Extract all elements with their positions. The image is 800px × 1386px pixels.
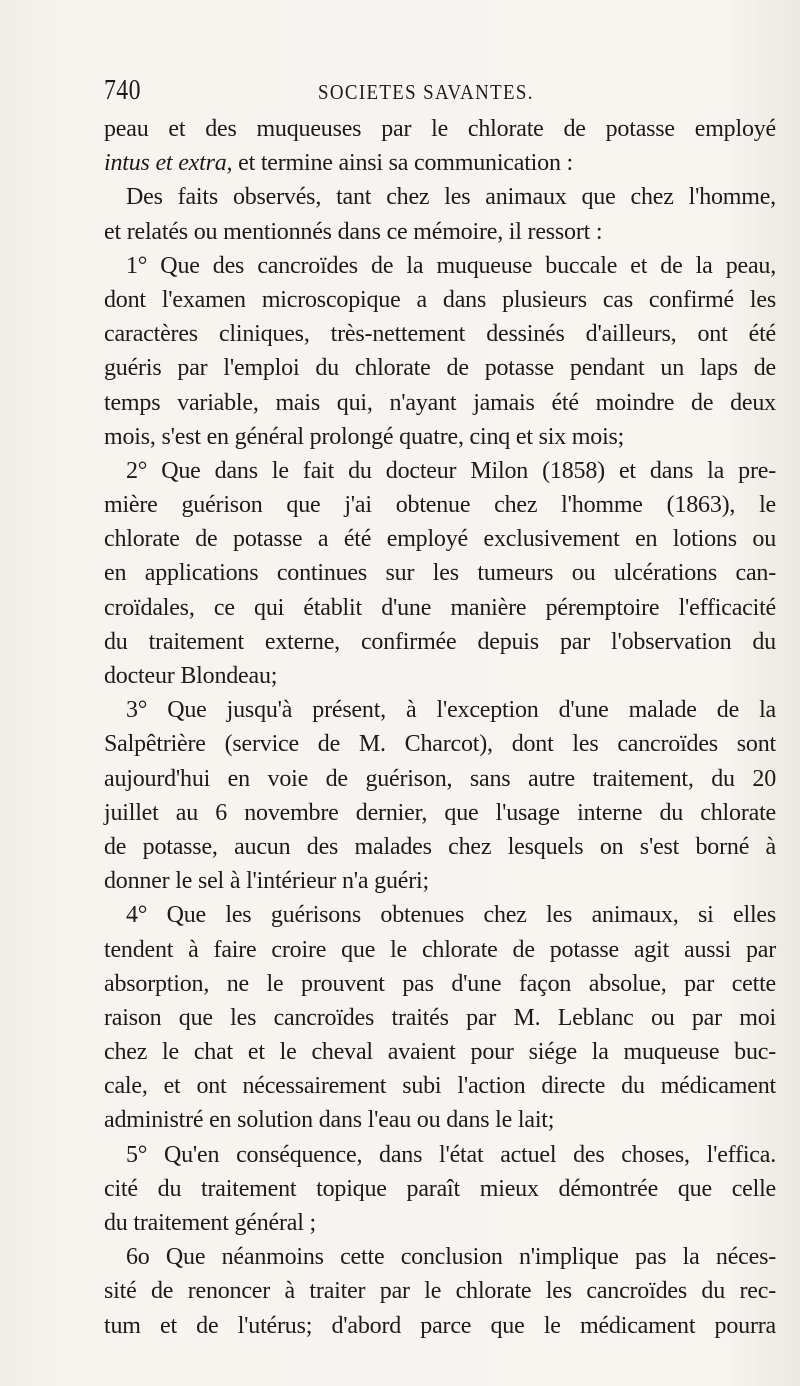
text-line: 1° Que des cancroïdes de la muqueuse buccale et de la peau, bbox=[126, 252, 776, 279]
text-line: 6o Que néanmoins cette conclusion n'implique pas la néces- bbox=[126, 1244, 776, 1271]
text-line: administré en solution dans l'eau ou dans le lait; bbox=[104, 1107, 555, 1134]
text-line: peau et des muqueuses par le chlorate de potasse employé bbox=[104, 116, 776, 142]
text-line: mière guérison que j'ai obtenue chez l'homme (1863), le bbox=[104, 492, 776, 519]
text-line: tum et de l'utérus; d'abord parce que le médicament pourra bbox=[104, 1312, 776, 1339]
text-line: aujourd'hui en voie de guérison, sans autre traitement, du 20 bbox=[104, 765, 776, 792]
text-line: cité du traitement topique paraît mieux démontrée que celle bbox=[104, 1175, 776, 1202]
text-line: tendent à faire croire que le chlorate de potasse agit aussi par bbox=[104, 936, 776, 963]
text-line: 5° Qu'en conséquence, dans l'état actuel des choses, l'effica. bbox=[126, 1141, 776, 1168]
text-line: donner le sel à l'intérieur n'a guéri; bbox=[104, 868, 429, 895]
page-number: 740 bbox=[104, 74, 141, 106]
text-line: sité de renoncer à traiter par le chlorate les cancroïdes du rec- bbox=[104, 1278, 776, 1305]
text-line: et relatés ou mentionnés dans ce mémoire, il ressort : bbox=[104, 218, 603, 245]
text-line: dont l'examen microscopique a dans plusieurs cas confirmé les bbox=[104, 286, 776, 313]
text-line: absorption, ne le prouvent pas d'une façon absolue, par cette bbox=[104, 970, 776, 997]
text-line: cale, et ont nécessairement subi l'action directe du médicament bbox=[104, 1073, 776, 1100]
text-line: caractères cliniques, très-nettement dessinés d'ailleurs, ont été bbox=[104, 321, 776, 348]
text-line: chez le chat et le cheval avaient pour siége la muqueuse buc- bbox=[104, 1039, 776, 1066]
text-line bbox=[104, 146, 776, 180]
text-line: Des faits observés, tant chez les animaux que chez l'homme, bbox=[126, 184, 776, 211]
italic-phrase: intus et extra, bbox=[104, 150, 233, 177]
text-line: en applications continues sur les tumeurs ou ulcérations can- bbox=[104, 560, 776, 587]
text-line: 2° Que dans le fait du docteur Milon (1858) et dans la pre- bbox=[126, 457, 776, 484]
page-header bbox=[104, 74, 744, 108]
text-line: croïdales, ce qui établit d'une manière péremptoire l'efficacité bbox=[104, 594, 776, 621]
text-line: docteur Blondeau; bbox=[104, 663, 278, 689]
body-text bbox=[104, 112, 776, 1343]
text-line: chlorate de potasse a été employé exclusivement en lotions ou bbox=[104, 526, 776, 553]
text-line: temps variable, mais qui, n'ayant jamais été moindre de deux bbox=[104, 389, 776, 416]
text-line: 4° Que les guérisons obtenues chez les animaux, si elles bbox=[126, 902, 776, 929]
text-line: du traitement externe, confirmée depuis par l'observation du bbox=[104, 628, 776, 655]
text-line: du traitement général ; bbox=[104, 1210, 316, 1236]
text-line: Salpêtrière (service de M. Charcot), dont les cancroïdes sont bbox=[104, 731, 776, 758]
line-text: et termine ainsi sa communication : bbox=[232, 150, 574, 177]
text-line: mois, s'est en général prolongé quatre, cinq et six mois; bbox=[104, 423, 625, 450]
text-line: de potasse, aucun des malades chez lesquels on s'est borné à bbox=[104, 833, 776, 860]
running-head: SOCIETES SAVANTES. bbox=[318, 80, 534, 104]
text-line: guéris par l'emploi du chlorate de potasse pendant un laps de bbox=[104, 355, 776, 382]
text-line: 3° Que jusqu'à présent, à l'exception d'une malade de la bbox=[126, 697, 776, 724]
text-line: raison que les cancroïdes traités par M. Leblanc ou par moi bbox=[104, 1004, 776, 1031]
text-line: juillet au 6 novembre dernier, que l'usage interne du chlorate bbox=[104, 799, 776, 826]
